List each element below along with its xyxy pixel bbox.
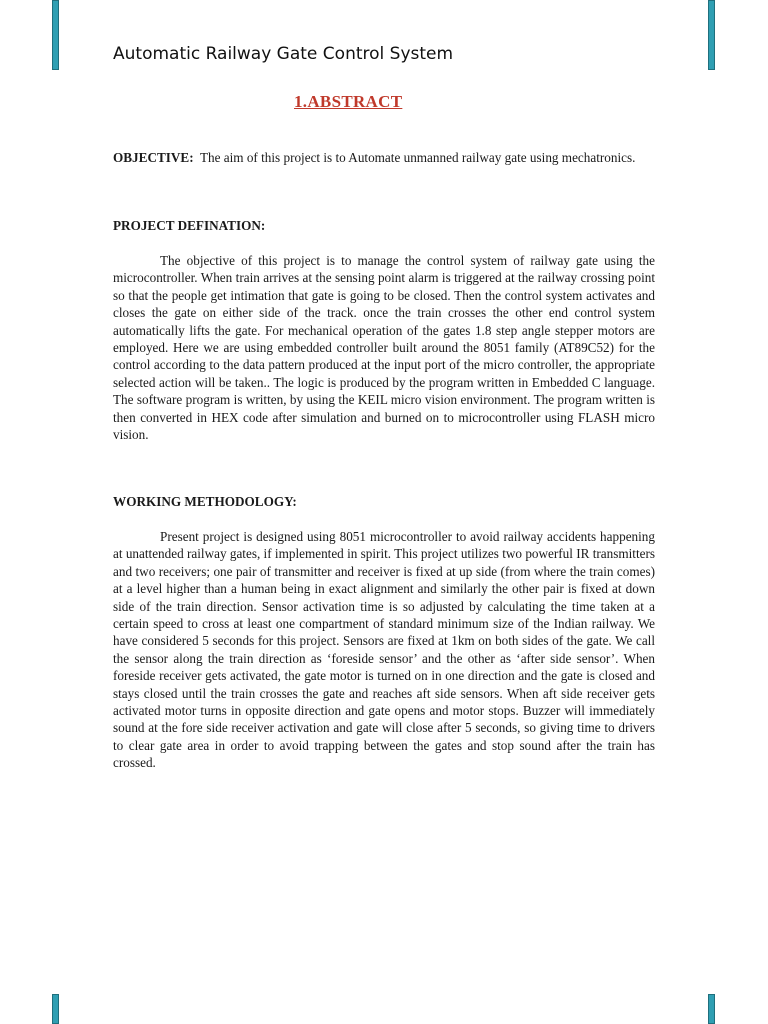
working-methodology-heading: WORKING METHODOLOGY: bbox=[113, 494, 297, 509]
project-definition-paragraph: The objective of this project is to manage the control system of railway gate using the microcontroller. When train arrives at the sensing point alarm is triggered at the railway crossing point so that the people get intimation that gate is going to be closed. Then the control system activates and closes the gate on either side of the track. once the train crosses the other end control system automatically lifts the gate. For mechanical operation of the gates 1.8 step angle stepper motors are employed. Here we are using embedded controller built around the 8051 family (AT89C52) for the control according to the data pattern produced at the input port of the micro controller, the appropriate selected action will be taken.. The logic is produced by the program written in Embedded C language. The software program is written, by using the KEIL micro vision environment. The program written is then converted in HEX code after simulation and burned on to microcontroller using FLASH micro vision. bbox=[113, 253, 655, 443]
objective-text: The aim of this project is to Automate unmanned railway gate using mechatronics. bbox=[199, 150, 636, 165]
page-border-top-left bbox=[52, 0, 59, 70]
project-definition-heading: PROJECT DEFINATION: bbox=[113, 218, 266, 233]
page-border-bottom-right bbox=[708, 994, 715, 1024]
working-methodology-paragraph: Present project is designed using 8051 microcontroller to avoid railway accidents happening at unattended railway gates, if implemented in spirit. This project utilizes two powerful IR transmitters and two receivers; one pair of transmitter and receiver is fixed at up side (from where the train comes) at a level higher than a human being in exact alignment and similarly the other pair is fixed at down side of the train direction. Sensor activation time is so adjusted by calculating the time taken at a certain speed to cross at least one compartment of standard minimum size of the Indian railway. We have considered 5 seconds for this project. Sensors are fixed at 1km on both sides of the gate. We call the sensor along the train direction as ‘foreside sensor’ and the other as ‘after side sensor’. When foreside receiver gets activated, the gate motor is turned on in one direction and the gate is closed and stays closed until the train crosses the gate and reaches aft side sensors. When aft side receiver gets activated motor turns in opposite direction and gate opens and motor stops. Buzzer will immediately sound at the fore side receiver activation and gate will close after 5 seconds, so giving time to drivers to clear gate area in order to avoid trapping between the gates and stop sound after the train has crossed. bbox=[113, 529, 655, 771]
objective-paragraph bbox=[113, 149, 655, 166]
document-header-title: Automatic Railway Gate Control System bbox=[113, 44, 454, 64]
working-methodology-section bbox=[113, 528, 655, 772]
page-border-bottom-left bbox=[52, 994, 59, 1024]
page-border-top-right bbox=[708, 0, 715, 70]
project-definition-section bbox=[113, 252, 655, 443]
objective-label: OBJECTIVE: bbox=[113, 150, 194, 165]
abstract-heading: 1.ABSTRACT bbox=[294, 92, 403, 111]
